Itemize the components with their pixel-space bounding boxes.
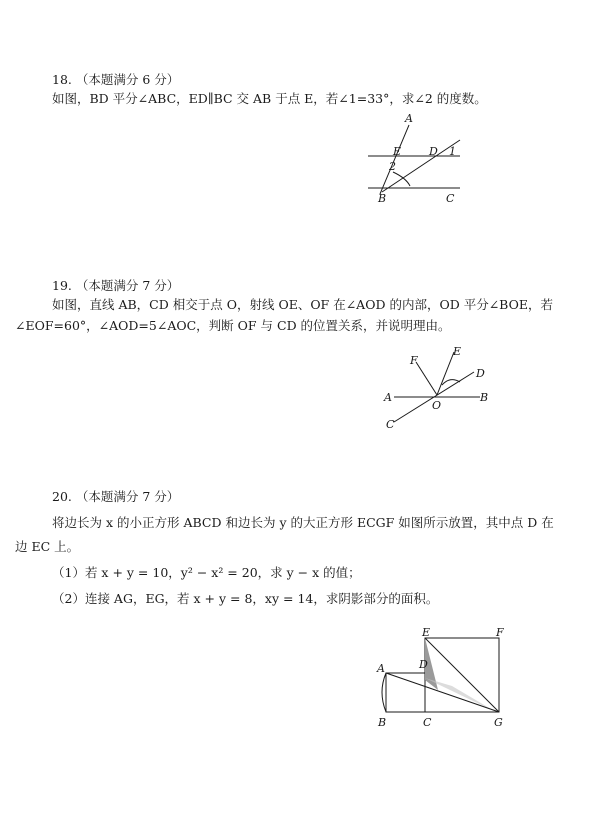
q18-label-a: A — [405, 112, 413, 125]
q20-label-f: F — [496, 626, 504, 639]
q19-label-e: E — [453, 345, 462, 358]
q20-line-eg — [425, 638, 499, 712]
q19-label-c: C — [386, 418, 395, 431]
q20-small-square — [386, 673, 425, 712]
q18-label-e: E — [393, 145, 402, 158]
q20-label-a: A — [377, 662, 385, 675]
q19-label-f: F — [410, 354, 418, 367]
q20-part1: （1）若 x + y = 10，y² − x² = 20，求 y − x 的值； — [52, 565, 361, 580]
q18-label-b: B — [378, 192, 387, 205]
q20-part2: （2）连接 AG，EG，若 x + y = 8，xy = 14，求阴影部分的面积。 — [52, 591, 439, 606]
q20-text-line2: 边 EC 上。 — [15, 539, 80, 554]
q19-label-b: B — [480, 391, 489, 404]
q20-label-d: D — [419, 658, 428, 671]
q20-header: 20. （本题满分 7 分） — [52, 489, 180, 504]
q18-figure — [360, 110, 480, 210]
q19-label-a: A — [384, 391, 392, 404]
q18-text: 如图，BD 平分∠ABC，ED∥BC 交 AB 于点 E，若∠1=33°，求∠2 的度数。 — [52, 91, 487, 106]
q20-text-line1: 将边长为 x 的小正方形 ABCD 和边长为 y 的大正方形 ECGF 如图所示放置，其中点 D 在 — [52, 515, 554, 530]
q19-header: 19. （本题满分 7 分） — [52, 278, 180, 293]
q18-label-d: D — [429, 145, 438, 158]
q19-ray-of — [416, 362, 437, 395]
q19-label-d: D — [476, 367, 485, 380]
q18-label-2: 2 — [389, 160, 396, 173]
q19-figure — [380, 340, 500, 435]
q19-text-line2: ∠EOF=60°，∠AOD=5∠AOC，判断 OF 与 CD 的位置关系，并说明理由。 — [15, 318, 451, 333]
q18-header: 18. （本题满分 6 分） — [52, 72, 180, 87]
q19-text-line1: 如图，直线 AB，CD 相交于点 O，射线 OE、OF 在∠AOD 的内部，OD 平分∠BOE，若 — [52, 297, 553, 312]
q20-label-g: G — [494, 716, 503, 729]
q20-figure — [372, 628, 512, 738]
q20-label-e: E — [422, 626, 431, 639]
q20-line-ag — [386, 673, 499, 712]
q20-label-c: C — [423, 716, 432, 729]
q18-label-c: C — [446, 192, 455, 205]
q19-ray-oe — [437, 352, 454, 395]
q19-label-o: O — [432, 399, 442, 412]
q20-side-mark — [382, 673, 386, 712]
q18-label-1: 1 — [449, 145, 456, 158]
q20-label-b: B — [378, 716, 387, 729]
